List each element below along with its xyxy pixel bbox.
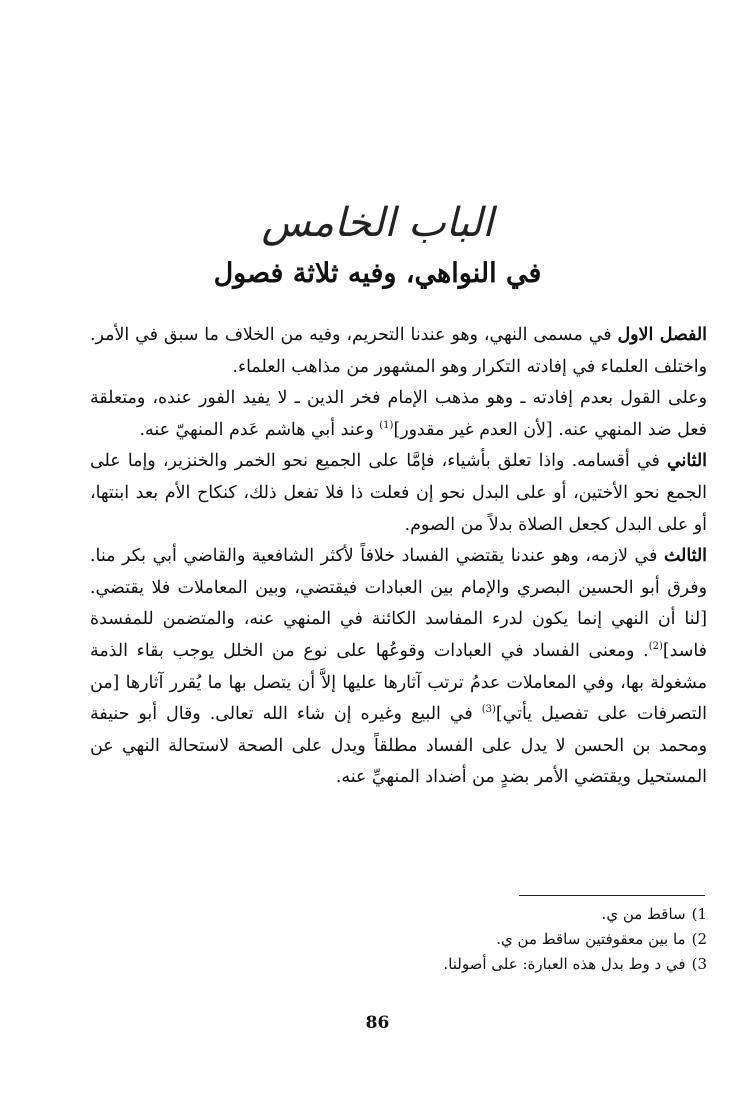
paragraph-text: في لازمه، وهو عندنا يقتضي الفساد خلافاً لأكثر الشافعية والقاضي أبي بكر منا. وفرق أبو الحسين البصري والإمام بين العبادات فيقتضي، وبين المعاملات فلا يقتضي.[لنا أن النهي إنما يكون لدرء المفاسد الكائنة في المنهي عنه، والمتضمن للمفسدة فاسد] bbox=[90, 546, 707, 661]
footnote-text: في د وط بدل هذه العبارة: على أصولنا. bbox=[443, 955, 686, 973]
paragraph-text: وعند أبي هاشم عَدم المنهيّ عنه. bbox=[139, 419, 380, 440]
footnote-item bbox=[260, 952, 707, 977]
chapter-title: الباب الخامس bbox=[261, 200, 494, 246]
footnote-divider bbox=[519, 895, 705, 896]
footnote-marker: (1) bbox=[379, 419, 394, 431]
paragraph-text: في مسمى النهي، وهو عندنا التحريم، وفيه من الخلاف ما سبق في الأمر. واختلف العلماء في إفادته التكرار وهو المشهور من مذاهب العلماء. bbox=[90, 325, 707, 377]
paragraph-text: وعلى القول بعدم إفادته ـ وهو مذهب الإمام فخر الدين ـ لا يفيد الفور عنده، ومتعلقة فعل ضد المنهي عنه. [لأن العدم غير مقدور] bbox=[90, 388, 707, 440]
footnote-number: 1) bbox=[691, 905, 707, 923]
footnotes bbox=[260, 902, 707, 977]
footnote-text: ما بين معقوفتين ساقط من ي. bbox=[496, 930, 686, 948]
paragraph-text: في أقسامه. واذا تعلق بأشياء، فإمَّا على الجميع نحو الخمر والخنزير، وإما على الجمع نحو الأختين، أو على البدل نحو إن فعلت ذا فلا تفعل ذلك، كنكاح الأم بعد ابنتها، أو على البدل كجعل الصلاة بدلاً من الصوم. bbox=[90, 451, 707, 535]
chapter-subtitle: في النواهي، وفيه ثلاثة فصول bbox=[213, 258, 542, 289]
section-heading: الثاني bbox=[666, 451, 707, 472]
paragraph-section-2 bbox=[90, 446, 707, 541]
footnote-text: ساقط من ي. bbox=[601, 905, 686, 923]
main-text bbox=[90, 320, 707, 794]
footnote-item bbox=[260, 927, 707, 952]
paragraph-section-3 bbox=[90, 541, 707, 794]
footnote-marker: (3) bbox=[481, 704, 496, 716]
paragraph-text: في البيع وغيره إن شاء الله تعالى. وقال أبو حنيفة ومحمد بن الحسن لا يدل على الفساد مطلقاً ويدل على الصحة لاستحالة النهي عن المستحيل ويقتضي الأمر بضدٍ من أضداد المنهيِّ عنه. bbox=[90, 704, 707, 788]
paragraph-section-1 bbox=[90, 320, 707, 383]
footnote-number: 2) bbox=[691, 930, 707, 948]
paragraph-text: . ومعنى الفساد في العبادات وقوعُها على نوع من الخلل يوجب بقاء الذمة مشغولة بها، وفي المعاملات عدمُ ترتب آثارها عليها إلاَّ أن يتصل بها ما يُقرر آثارها [من التصرفات على تفصيل يأتي] bbox=[90, 640, 708, 725]
section-heading: الفصل الاول bbox=[617, 325, 707, 345]
footnote-marker: (2) bbox=[648, 641, 663, 653]
footnote-item bbox=[260, 902, 707, 927]
footnote-number: 3) bbox=[691, 955, 707, 973]
section-heading: الثالث bbox=[663, 546, 707, 567]
page-number: 86 bbox=[365, 1013, 390, 1033]
paragraph-continuation bbox=[90, 383, 707, 446]
